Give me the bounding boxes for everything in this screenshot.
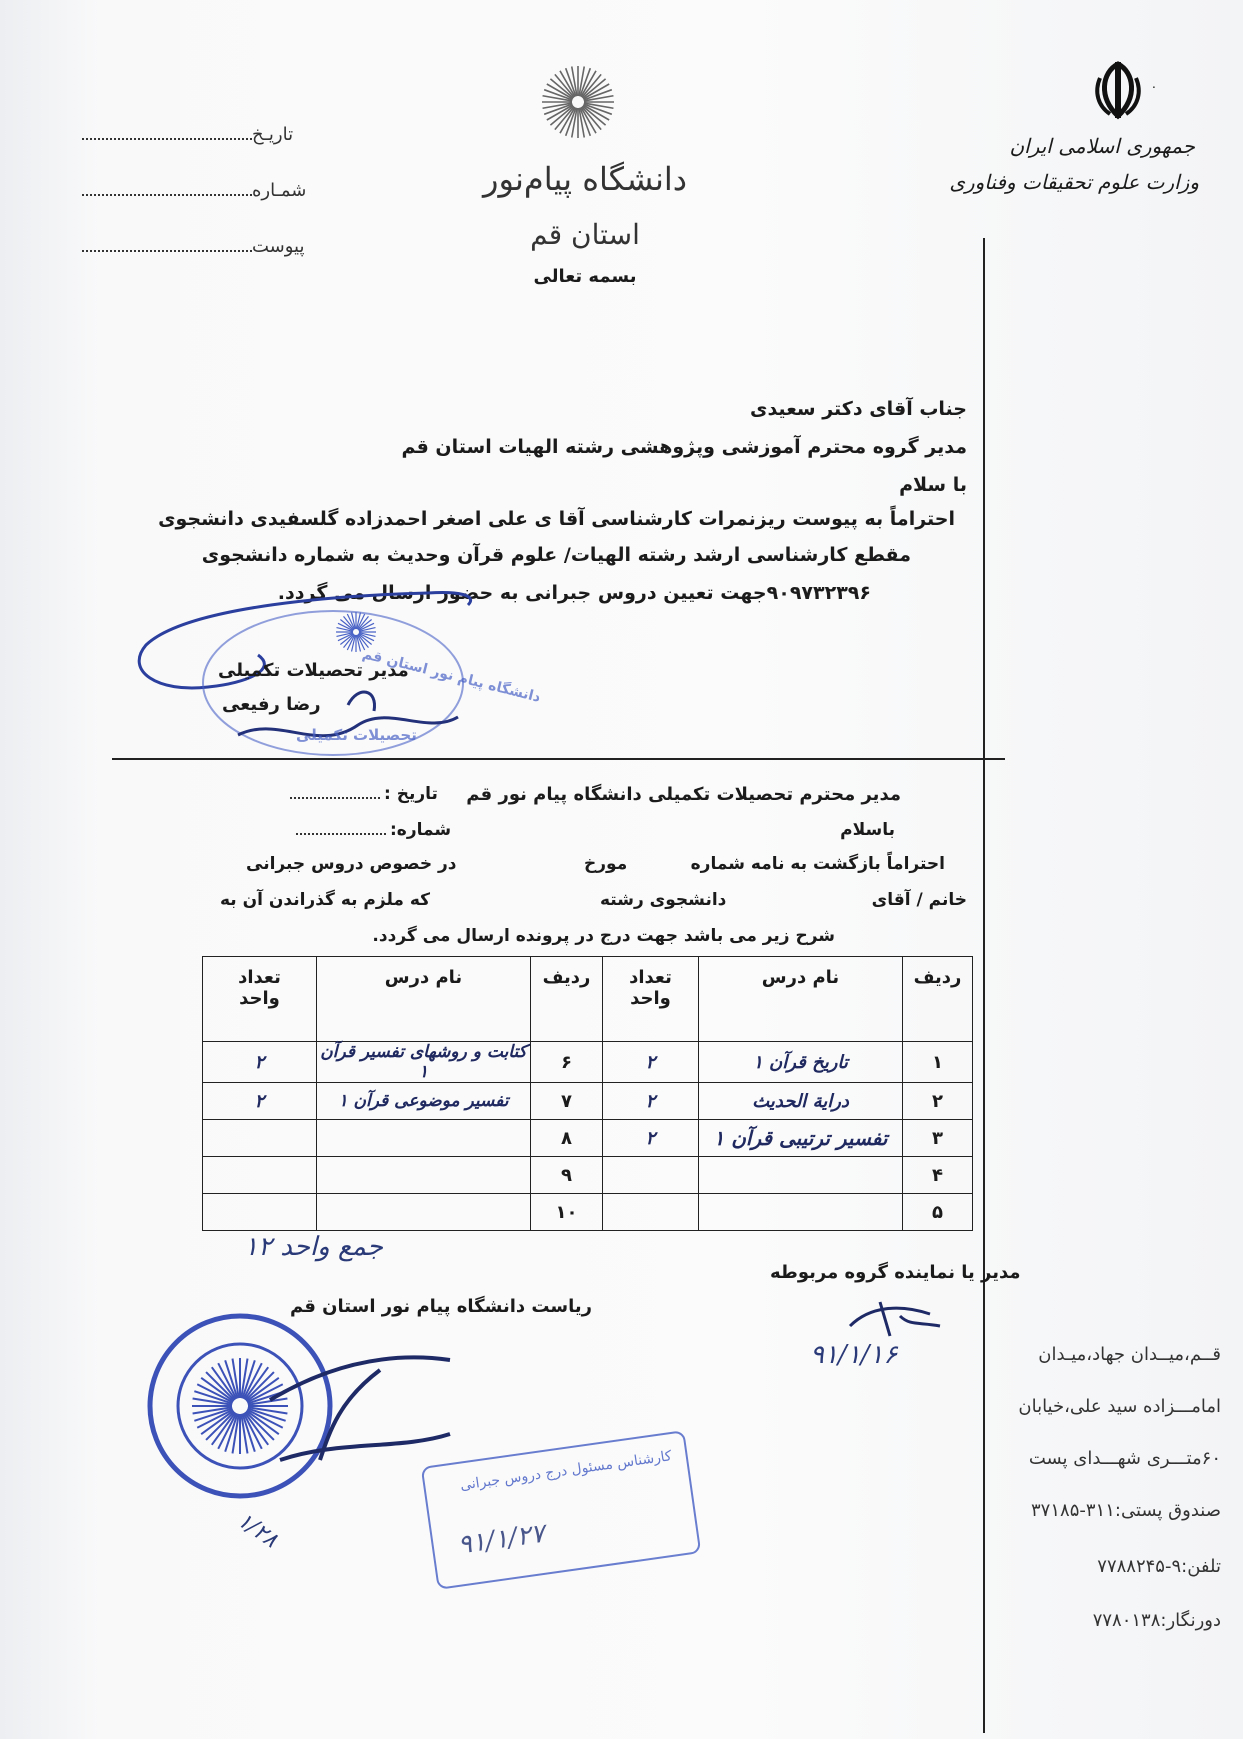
section-divider — [112, 758, 1005, 760]
course-name — [699, 1157, 903, 1194]
course-name — [317, 1157, 531, 1194]
address-po-box: صندوق پستی:۳۱۱-۳۷۱۸۵ — [1031, 1500, 1221, 1521]
course-units: ۲ — [203, 1083, 317, 1120]
letter1-body-line1: احتراماً به پیوست ریزنمرات کارشناسی آقا ی علی اصغر احمدزاده گلسفیدی دانشجوی — [158, 508, 955, 530]
header-number-field — [76, 180, 306, 201]
signer-stamp-text: دانشگاه پیام نور استان قم — [360, 646, 543, 706]
address-fax: دورنگار:۷۷۸۰۱۳۸ — [1092, 1610, 1221, 1631]
iran-emblem-icon — [1072, 58, 1164, 122]
header-date-field — [76, 124, 293, 145]
total-units: جمع واحد ۱۲ — [244, 1232, 383, 1262]
course-units — [203, 1194, 317, 1231]
processing-stamp — [421, 1430, 702, 1590]
signer-stamp-text2: تحصیلات تکمیلی — [296, 726, 417, 744]
header-number-label: شمـاره — [252, 180, 307, 201]
letter2-number-field — [296, 820, 451, 840]
letter2-student-field: دانشجوی رشته — [600, 890, 727, 910]
letter1-greeting: با سلام — [899, 474, 967, 496]
course-name — [317, 1120, 531, 1157]
course-units: ۲ — [603, 1042, 699, 1083]
table-header-row — [203, 957, 973, 1042]
letter2-number-label: شماره: — [390, 820, 452, 840]
course-units — [203, 1157, 317, 1194]
table-row — [203, 1194, 973, 1231]
letter2-recipient: مدیر محترم تحصیلات تکمیلی دانشگاه پیام نور قم — [466, 784, 901, 805]
course-units: ۲ — [603, 1120, 699, 1157]
group-head-label: مدیر یا نماینده گروه مربوطه — [770, 1262, 1021, 1283]
header-attachment-field — [76, 236, 305, 257]
course-name: درایة الحدیث — [699, 1083, 903, 1120]
letter1-signer-name: رضا رفیعی — [222, 694, 321, 715]
vertical-margin-rule — [983, 238, 985, 1733]
letter2-greeting: باسلام — [840, 820, 895, 840]
table-row — [203, 1042, 973, 1083]
course-units — [603, 1194, 699, 1231]
header-date-label: تاریـخ — [252, 124, 294, 145]
row-num: ۷ — [531, 1083, 603, 1120]
table-row — [203, 1157, 973, 1194]
presidency-label: ریاست دانشگاه پیام نور استان قم — [290, 1296, 593, 1317]
university-logo-icon — [540, 52, 616, 152]
row-num: ۶ — [531, 1042, 603, 1083]
letter1-recipient: جناب آقای دکتر سعیدی — [750, 398, 967, 420]
header-units: تعداد واحد — [603, 957, 699, 1042]
letter1-recipient-title: مدیر گروه محترم آموزشی وپژوهشی رشته الهیات استان قم — [401, 436, 967, 458]
letter1-signer-title: مدیر تحصیلات تکمیلی — [218, 660, 409, 681]
processing-stamp-date: ۹۱/۱/۲۷ — [455, 1518, 547, 1561]
processing-stamp-text: کارشناس مسئول درج دروس جبرانی — [459, 1448, 673, 1494]
address-line2: امامـــزاده سید علی،خیابان — [1018, 1396, 1221, 1417]
course-table — [202, 956, 973, 1231]
header-row-num: ردیف — [903, 957, 973, 1042]
course-units — [203, 1120, 317, 1157]
letter2-student-prefix: خانم / آقای — [871, 890, 967, 910]
course-units: ۲ — [203, 1042, 317, 1083]
row-num: ۵ — [903, 1194, 973, 1231]
header-row-num-2: ردیف — [531, 957, 603, 1042]
letter2-date-label: تاریخ : — [384, 784, 438, 804]
row-num: ۲ — [903, 1083, 973, 1120]
group-head-signature-icon — [840, 1296, 950, 1346]
group-head-date: ۹۱/۱/۱۶ — [810, 1340, 898, 1370]
course-name — [699, 1194, 903, 1231]
row-num: ۱۰ — [531, 1194, 603, 1231]
ministry-label: وزارت علوم تحقیقات وفناوری — [949, 170, 1199, 194]
letter2-instruction: شرح زیر می باشد جهت درج در پرونده ارسال می گردد. — [372, 926, 835, 946]
header-course-name: نام درس — [699, 957, 903, 1042]
address-line1: قــم،میــدان جهاد،میـدان — [1038, 1344, 1221, 1365]
table-row — [203, 1120, 973, 1157]
side-date: ۱/۲۸ — [232, 1507, 283, 1554]
header-attachment-label: پیوست — [252, 236, 305, 257]
course-name — [317, 1194, 531, 1231]
course-name: تفسیر موضوعی قرآن ۱ — [317, 1083, 531, 1120]
course-name: تاریخ قرآن ۱ — [699, 1042, 903, 1083]
header-units-2: تعداد واحد — [203, 957, 317, 1042]
letter2-date-field — [290, 784, 438, 804]
letter2-subject: در خصوص دروس جبرانی — [246, 854, 457, 874]
letter2-obliged: که ملزم به گذراندن آن به — [220, 890, 431, 910]
row-num: ۴ — [903, 1157, 973, 1194]
letter2-ref-text: احتراماً بازگشت به نامه شماره — [690, 854, 945, 874]
course-units — [603, 1157, 699, 1194]
table-row — [203, 1083, 973, 1120]
university-name: دانشگاه پیام‌نور — [483, 160, 687, 198]
header-course-name-2: نام درس — [317, 957, 531, 1042]
bismillah-heading: بسمه تعالی — [533, 266, 637, 287]
row-num: ۱ — [903, 1042, 973, 1083]
course-units: ۲ — [603, 1083, 699, 1120]
row-num: ۳ — [903, 1120, 973, 1157]
row-num: ۹ — [531, 1157, 603, 1194]
course-name: تفسیر ترتیبی قرآن ۱ — [699, 1120, 903, 1157]
address-phone: تلفن:۹-۷۷۸۸۲۴۵ — [1097, 1556, 1221, 1577]
letter1-body-line3: ۹۰۹۷۳۲۳۹۶جهت تعیین دروس جبرانی به حضور ارسال می گردد. — [277, 582, 871, 604]
letter2-dated: مورخ — [584, 854, 628, 874]
course-name: کتابت و روشهای تفسیر قرآن ۱ — [317, 1042, 531, 1083]
address-line3: ۶۰متـــری شهـــدای پست — [1028, 1448, 1221, 1469]
republic-label: جمهوری اسلامی ایران — [1009, 134, 1195, 158]
presidency-signature-icon — [260, 1330, 460, 1480]
row-num: ۸ — [531, 1120, 603, 1157]
svg-text:.: . — [1152, 77, 1156, 91]
province-name: استان قم — [530, 218, 640, 251]
letter1-body-line2: مقطع کارشناسی ارشد رشته الهیات/ علوم قرآن وحدیث به شماره دانشجوی — [201, 544, 911, 566]
